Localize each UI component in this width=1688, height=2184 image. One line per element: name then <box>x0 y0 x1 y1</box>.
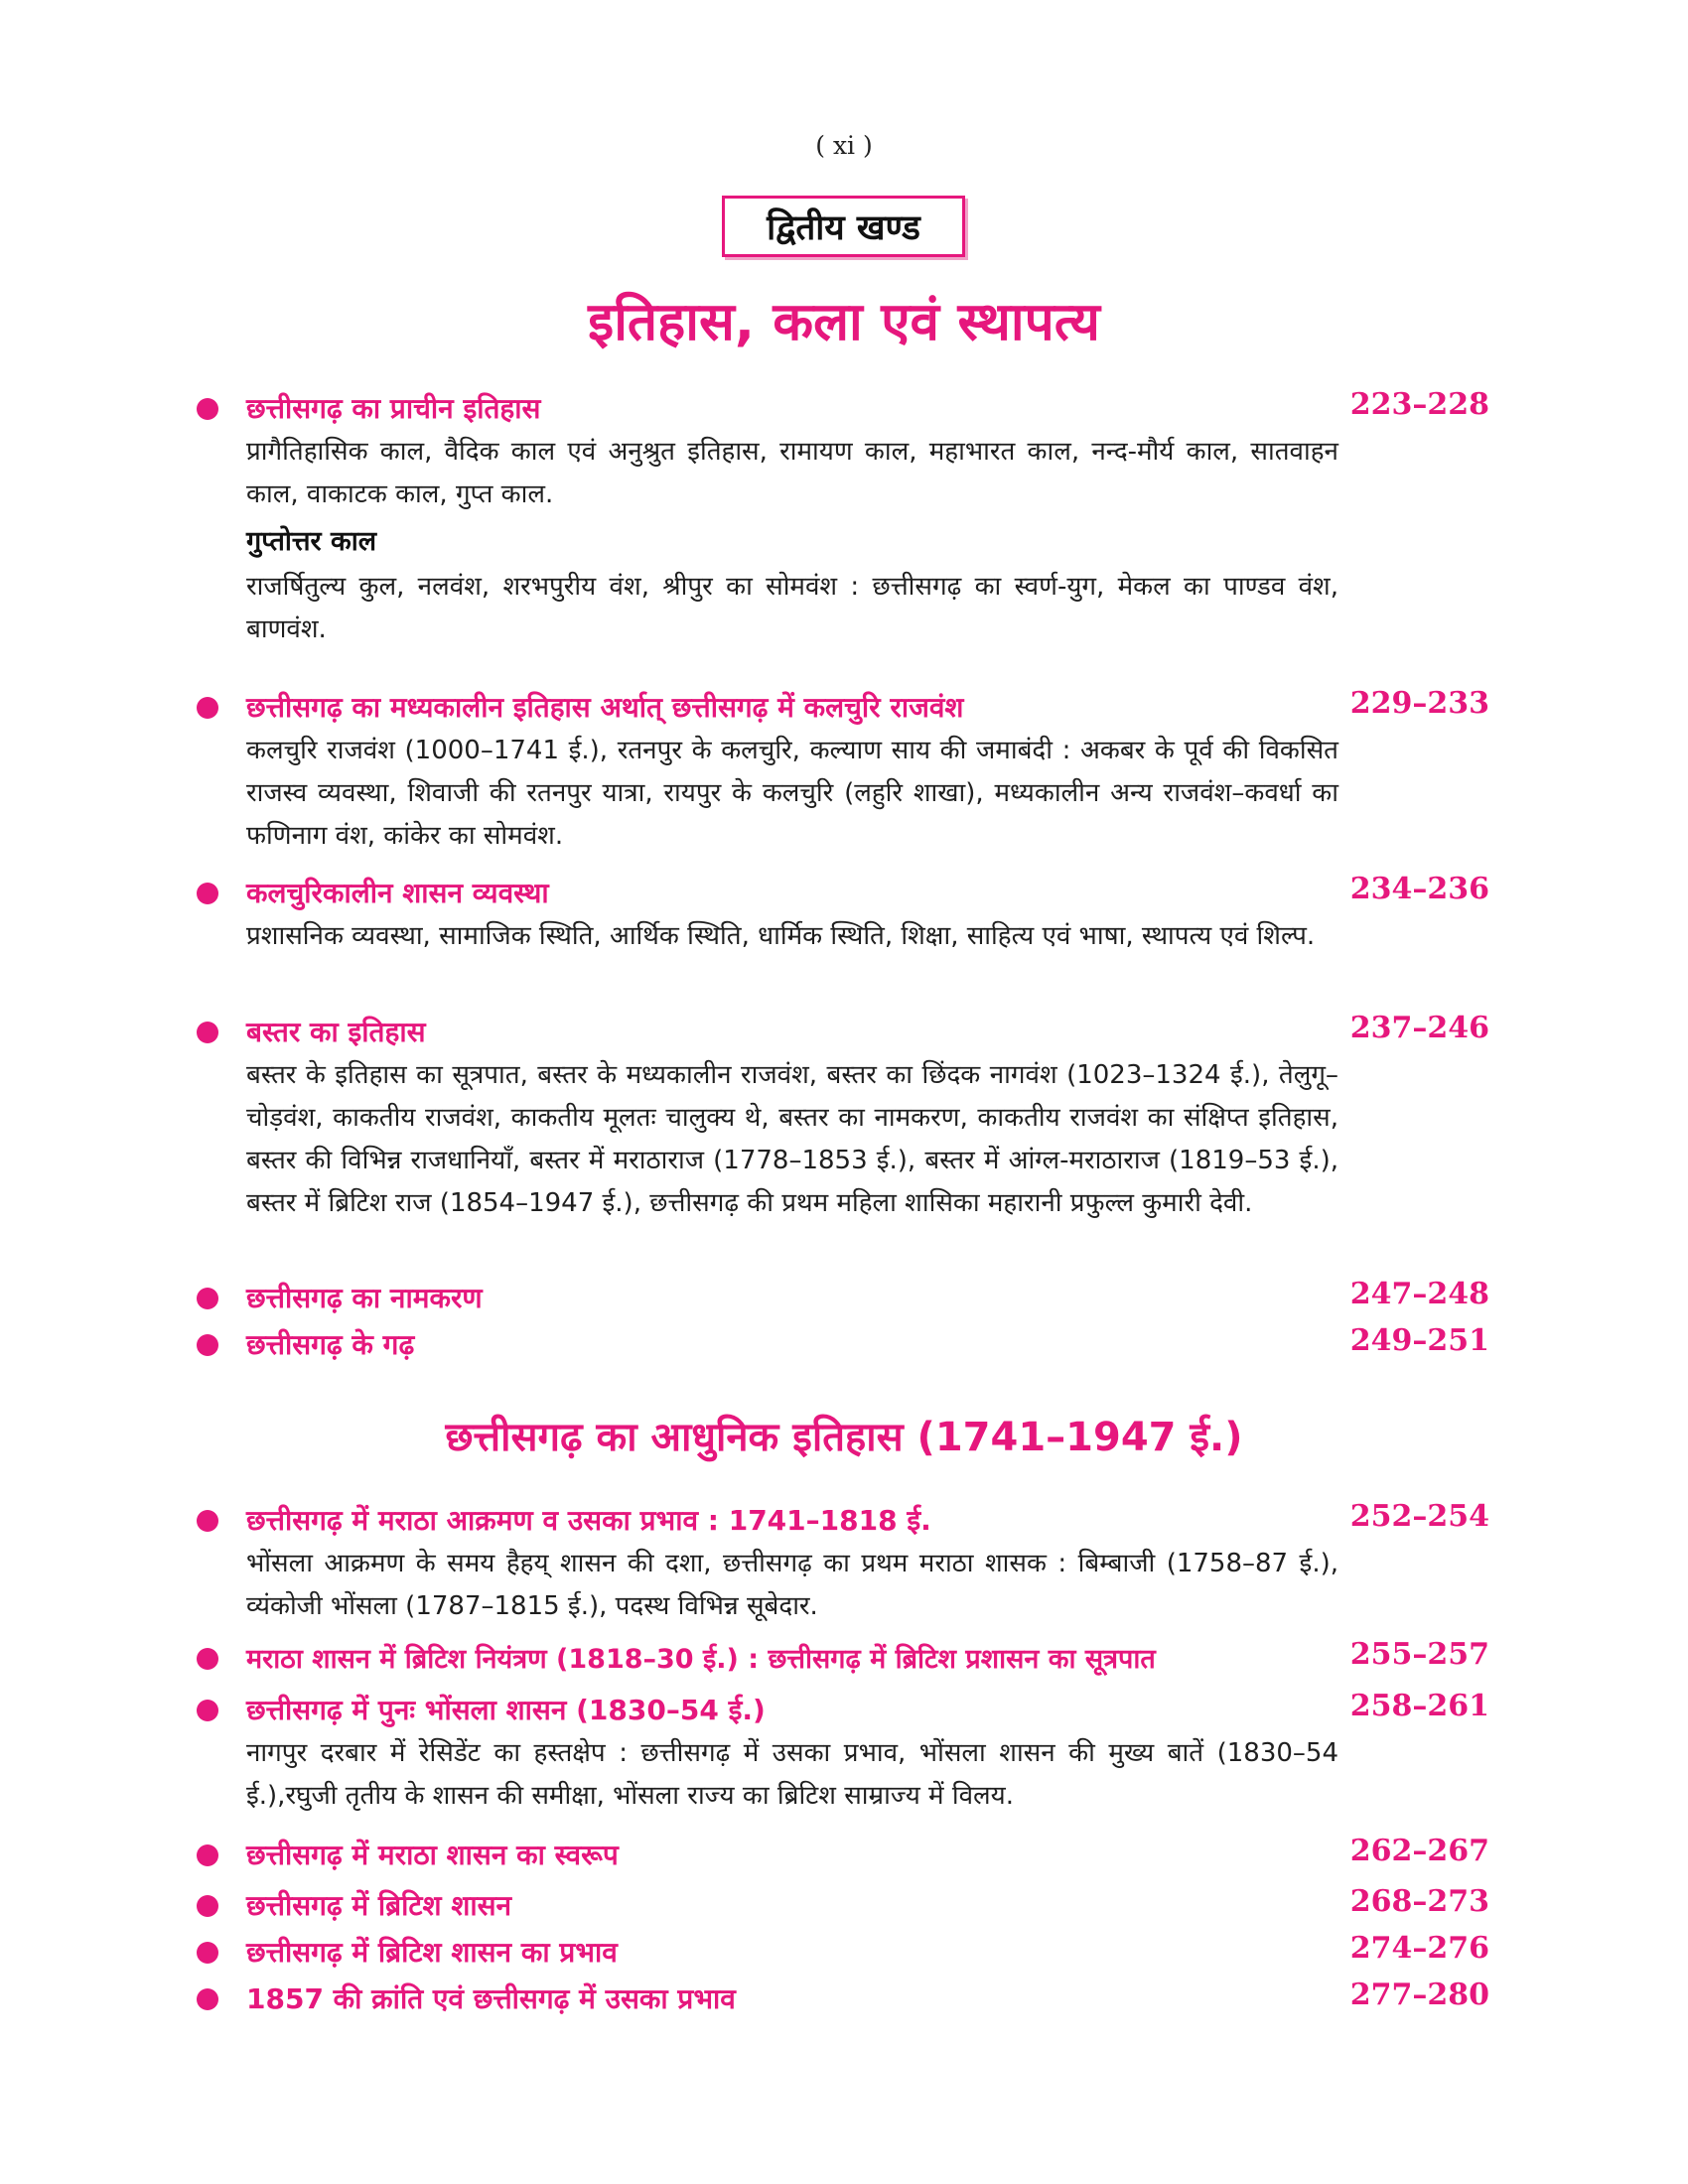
toc-entry-description: प्रशासनिक व्यवस्था, सामाजिक स्थिति, आर्थिक स्थिति, धार्मिक स्थिति, शिक्षा, साहित्य एवं भाषा, स्थापत्य एवं शिल्प. <box>246 921 1316 951</box>
modern-history-heading: छत्तीसगढ़ का आधुनिक इतिहास (1741–1947 ई.) <box>445 1415 1243 1460</box>
toc-entry <box>189 385 1489 651</box>
bullet-icon <box>197 1844 218 1866</box>
toc-entry-description: भोंसला आक्रमण के समय हैहय् शासन की दशा, छत्तीसगढ़ का प्रथम मराठा शासक : बिम्बाजी (1758–87 ई.), व्यंकोजी भोंसला (1787–1815 ई.), पदस्थ विभिन्न सूबेदार. <box>246 1549 1338 1621</box>
toc-entry <box>189 1321 1489 1367</box>
toc-entry-pages[interactable]: 252–254 <box>1349 1499 1489 1534</box>
bullet-icon <box>197 1334 218 1356</box>
toc-entry-title[interactable]: छत्तीसगढ़ में पुनः भोंसला शासन (1830–54 ई.) <box>246 1694 766 1726</box>
toc-entry-pages[interactable]: 247–248 <box>1349 1277 1489 1311</box>
toc-entry <box>189 1009 1489 1225</box>
toc-entry-title[interactable]: छत्तीसगढ़ में मराठा शासन का स्वरूप <box>246 1839 619 1871</box>
toc-entry <box>189 1976 1489 2021</box>
section-title: इतिहास, कला एवं स्थापत्य <box>588 292 1100 352</box>
toc-entry-description: प्रागैतिहासिक काल, वैदिक काल एवं अनुश्रुत इतिहास, रामायण काल, महाभारत काल, नन्द-मौर्य काल, सातवाहन काल, वाकाटक काल, गुप्त काल. <box>246 437 1338 509</box>
toc-entry-title[interactable]: छत्तीसगढ़ का मध्यकालीन इतिहास अर्थात् छत्तीसगढ़ में कलचुरि राजवंश <box>246 691 964 724</box>
toc-entry-subheading: गुप्तोत्तर काल <box>246 526 377 557</box>
toc-entry <box>189 1832 1489 1877</box>
toc-entry <box>189 870 1489 958</box>
toc-entry <box>189 1929 1489 1975</box>
toc-entry-description: कलचुरि राजवंश (1000–1741 ई.), रतनपुर के कलचुरि, कल्याण साय की जमाबंदी : अकबर के पूर्व की विकसित राजस्व व्यवस्था, शिवाजी की रतनपुर यात्रा, रायपुर के कलचुरि (लहुरि शाखा), मध्यकालीन अन्य राजवंश–कवर्धा का फणिनाग वंश, कांकेर का सोमवंश. <box>246 736 1338 851</box>
toc-entry-pages[interactable]: 255–257 <box>1349 1637 1489 1672</box>
bullet-icon <box>197 1022 218 1043</box>
bullet-icon <box>197 883 218 904</box>
toc-entry-title[interactable]: मराठा शासन में ब्रिटिश नियंत्रण (1818–30 ई.) : छत्तीसगढ़ में ब्रिटिश प्रशासन का सूत्रपात <box>246 1644 1156 1675</box>
bullet-icon <box>197 1895 218 1917</box>
toc-entry-pages[interactable]: 249–251 <box>1349 1323 1489 1358</box>
toc-entry <box>189 1882 1489 1928</box>
toc-entry-pages[interactable]: 237–246 <box>1349 1011 1489 1045</box>
bullet-icon <box>197 1510 218 1532</box>
toc-entry-pages[interactable]: 229–233 <box>1349 686 1489 721</box>
toc-entry-title[interactable]: छत्तीसगढ़ में ब्रिटिश शासन का प्रभाव <box>246 1936 618 1969</box>
toc-entry-title[interactable]: छत्तीसगढ़ का नामकरण <box>246 1282 483 1314</box>
toc-entry-title[interactable]: छत्तीसगढ़ में ब्रिटिश शासन <box>246 1889 512 1922</box>
bullet-icon <box>197 697 218 719</box>
toc-entry-title[interactable]: कलचुरिकालीन शासन व्यवस्था <box>246 877 549 909</box>
toc-entry-pages[interactable]: 258–261 <box>1349 1689 1489 1723</box>
toc-entry-pages[interactable]: 223–228 <box>1349 387 1489 422</box>
bullet-icon <box>197 1700 218 1721</box>
section-label-box: द्वितीय खण्ड <box>722 196 965 257</box>
page-number: ( xi ) <box>815 131 873 160</box>
toc-entry <box>189 1687 1489 1818</box>
bullet-icon <box>197 1942 218 1964</box>
toc-entry <box>189 1275 1489 1320</box>
bullet-icon <box>197 1648 218 1670</box>
toc-entry-description: राजर्षितुल्य कुल, नलवंश, शरभपुरीय वंश, श्रीपुर का सोमवंश : छत्तीसगढ़ का स्वर्ण-युग, मेकल का पाण्डव वंश, बाणवंश. <box>246 572 1338 644</box>
toc-entry-pages[interactable]: 277–280 <box>1349 1978 1489 2012</box>
toc-section-ancient <box>189 385 1489 651</box>
toc-entry-title[interactable]: 1857 की क्रांति एवं छत्तीसगढ़ में उसका प्रभाव <box>246 1982 736 2015</box>
bullet-icon <box>197 398 218 420</box>
toc-entry <box>189 1635 1489 1681</box>
toc-entry <box>189 1497 1489 1628</box>
bullet-icon <box>197 1988 218 2010</box>
toc-entry-title[interactable]: छत्तीसगढ़ का प्राचीन इतिहास <box>246 392 541 425</box>
toc-entry <box>189 684 1489 858</box>
bullet-icon <box>197 1288 218 1309</box>
toc-entry-title[interactable]: छत्तीसगढ़ के गढ़ <box>246 1328 415 1361</box>
toc-entry-description: बस्तर के इतिहास का सूत्रपात, बस्तर के मध्यकालीन राजवंश, बस्तर का छिंदक नागवंश (1023–1324 ई.), तेलुगू–चोड़वंश, काकतीय राजवंश, काकतीय मूलतः चालुक्य थे, बस्तर का नामकरण, काकतीय राजवंश का संक्षिप्त इतिहास, बस्तर की विभिन्न राजधानियाँ, बस्तर में मराठाराज (1778–1853 ई.), बस्तर में आंग्ल-मराठाराज (1819–53 ई.), बस्तर में ब्रिटिश राज (1854–1947 ई.), छत्तीसगढ़ की प्रथम महिला शासिका महारानी प्रफुल्ल कुमारी देवी. <box>246 1060 1338 1218</box>
toc-entry-title[interactable]: बस्तर का इतिहास <box>246 1016 426 1048</box>
toc-entry-pages[interactable]: 262–267 <box>1349 1834 1489 1868</box>
toc-entry-title[interactable]: छत्तीसगढ़ में मराठा आक्रमण व उसका प्रभाव : 1741–1818 ई. <box>246 1504 931 1537</box>
toc-entry-pages[interactable]: 274–276 <box>1349 1931 1489 1966</box>
toc-entry-description: नागपुर दरबार में रेसिडेंट का हस्तक्षेप : छत्तीसगढ़ में उसका प्रभाव, भोंसला शासन की मुख्य बातें (1830–54 ई.),रघुजी तृतीय के शासन की समीक्षा, भोंसला राज्य का ब्रिटिश साम्राज्य में विलय. <box>246 1738 1338 1811</box>
toc-entry-pages[interactable]: 268–273 <box>1349 1884 1489 1919</box>
toc-entry-pages[interactable]: 234–236 <box>1349 872 1489 906</box>
